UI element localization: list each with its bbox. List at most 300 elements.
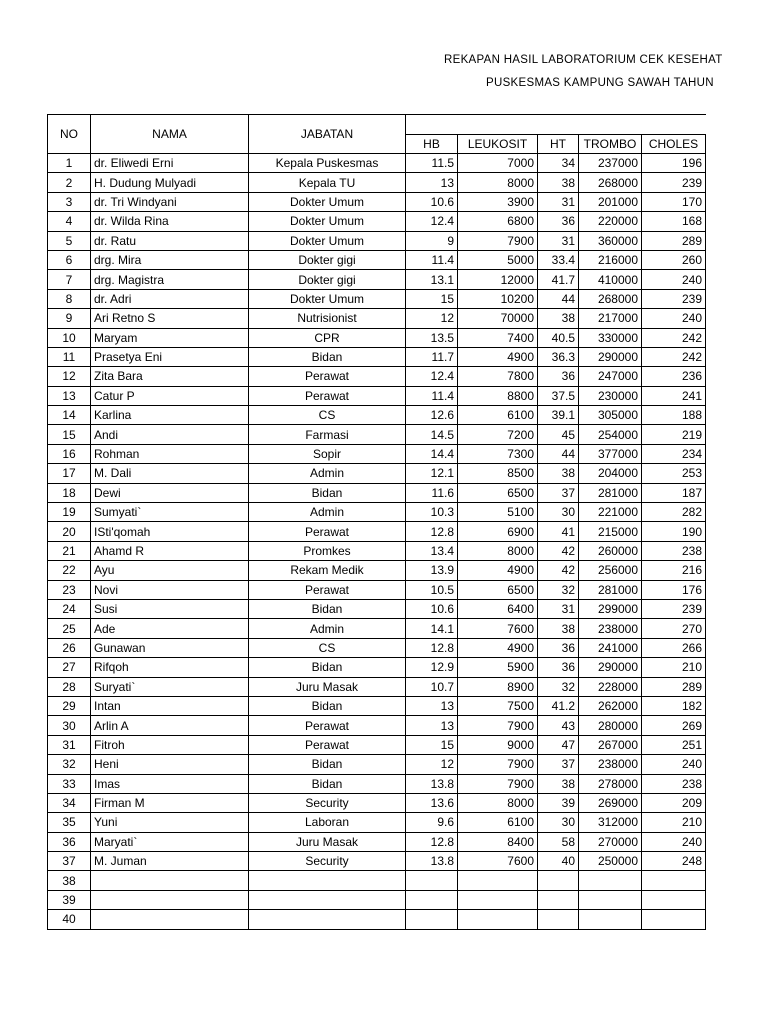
row-jabatan-cell: Promkes [249, 541, 406, 560]
row-ht-cell: 37.5 [538, 386, 579, 405]
row-jabatan-cell: Dokter gigi [249, 270, 406, 289]
row-choles-cell: 236 [642, 367, 706, 386]
row-no-cell: 36 [48, 832, 91, 851]
row-jabatan-cell: Dokter Umum [249, 212, 406, 231]
row-nama-cell: drg. Mira [91, 250, 249, 269]
row-no-cell: 39 [48, 890, 91, 909]
row-jabatan-cell: Perawat [249, 367, 406, 386]
row-jabatan-cell: Perawat [249, 386, 406, 405]
row-trombo-cell: 238000 [579, 619, 642, 638]
row-leukosit-cell: 8000 [458, 541, 538, 560]
row-choles-cell: 216 [642, 561, 706, 580]
row-jabatan-cell: Perawat [249, 716, 406, 735]
table-row [48, 406, 706, 425]
table-row [48, 755, 706, 774]
row-leukosit-cell: 3900 [458, 192, 538, 211]
row-nama-cell: Arlin A [91, 716, 249, 735]
row-no-cell: 4 [48, 212, 91, 231]
row-ht-cell: 34 [538, 154, 579, 173]
row-nama-cell: Prasetya Eni [91, 347, 249, 366]
row-jabatan-cell: Bidan [249, 774, 406, 793]
row-choles-cell: 266 [642, 638, 706, 657]
table-row [48, 347, 706, 366]
row-jabatan-cell: Admin [249, 464, 406, 483]
row-ht-cell [538, 910, 579, 929]
row-choles-cell: 253 [642, 464, 706, 483]
row-jabatan-cell: Rekam Medik [249, 561, 406, 580]
row-hb-cell: 13.1 [406, 270, 458, 289]
row-choles-cell: 238 [642, 774, 706, 793]
row-choles-cell: 241 [642, 386, 706, 405]
row-nama-cell: Zita Bara [91, 367, 249, 386]
row-jabatan-cell [249, 910, 406, 929]
row-choles-cell: 248 [642, 852, 706, 871]
row-jabatan-cell: Perawat [249, 735, 406, 754]
row-leukosit-cell: 6100 [458, 406, 538, 425]
table-row [48, 541, 706, 560]
row-ht-cell: 37 [538, 755, 579, 774]
row-ht-cell: 32 [538, 677, 579, 696]
row-nama-cell: Andi [91, 425, 249, 444]
row-hb-cell: 13.5 [406, 328, 458, 347]
row-leukosit-cell [458, 890, 538, 909]
row-trombo-cell: 290000 [579, 347, 642, 366]
row-choles-cell [642, 890, 706, 909]
row-jabatan-cell: CPR [249, 328, 406, 347]
row-trombo-cell: 204000 [579, 464, 642, 483]
row-hb-cell: 12.4 [406, 367, 458, 386]
row-choles-cell [642, 871, 706, 890]
row-leukosit-cell [458, 871, 538, 890]
row-leukosit-cell: 5900 [458, 658, 538, 677]
row-leukosit-cell: 7900 [458, 774, 538, 793]
table-row [48, 832, 706, 851]
table-row [48, 852, 706, 871]
row-trombo-cell: 262000 [579, 696, 642, 715]
row-jabatan-cell: CS [249, 406, 406, 425]
row-hb-cell: 12 [406, 755, 458, 774]
row-leukosit-cell: 10200 [458, 289, 538, 308]
table-row [48, 638, 706, 657]
row-no-cell: 2 [48, 173, 91, 192]
row-no-cell: 12 [48, 367, 91, 386]
table-row [48, 483, 706, 502]
row-hb-cell: 10.7 [406, 677, 458, 696]
row-no-cell: 14 [48, 406, 91, 425]
table-row [48, 309, 706, 328]
table-row [48, 231, 706, 250]
row-ht-cell: 36 [538, 367, 579, 386]
row-leukosit-cell: 4900 [458, 347, 538, 366]
row-hb-cell: 9.6 [406, 813, 458, 832]
row-trombo-cell: 215000 [579, 522, 642, 541]
table-row [48, 444, 706, 463]
row-hb-cell: 13 [406, 696, 458, 715]
row-hb-cell: 14.4 [406, 444, 458, 463]
row-choles-cell: 242 [642, 328, 706, 347]
row-trombo-cell: 241000 [579, 638, 642, 657]
row-choles-cell: 182 [642, 696, 706, 715]
row-no-cell: 24 [48, 599, 91, 618]
row-trombo-cell: 305000 [579, 406, 642, 425]
table-row [48, 580, 706, 599]
row-leukosit-cell: 6500 [458, 483, 538, 502]
row-jabatan-cell: Dokter Umum [249, 231, 406, 250]
row-leukosit-cell: 6100 [458, 813, 538, 832]
row-ht-cell: 32 [538, 580, 579, 599]
row-hb-cell: 13.8 [406, 852, 458, 871]
row-no-cell: 7 [48, 270, 91, 289]
row-nama-cell: Novi [91, 580, 249, 599]
row-nama-cell: Gunawan [91, 638, 249, 657]
header-hb: HB [406, 134, 458, 154]
row-choles-cell [642, 910, 706, 929]
row-trombo-cell: 270000 [579, 832, 642, 851]
row-no-cell: 35 [48, 813, 91, 832]
row-leukosit-cell: 8800 [458, 386, 538, 405]
row-no-cell: 27 [48, 658, 91, 677]
row-leukosit-cell: 7900 [458, 755, 538, 774]
row-jabatan-cell: Bidan [249, 347, 406, 366]
row-hb-cell: 13.4 [406, 541, 458, 560]
table-row [48, 793, 706, 812]
row-jabatan-cell: Security [249, 793, 406, 812]
row-trombo-cell: 221000 [579, 503, 642, 522]
table-row [48, 173, 706, 192]
table-row [48, 599, 706, 618]
row-trombo-cell: 228000 [579, 677, 642, 696]
row-hb-cell: 11.5 [406, 154, 458, 173]
row-leukosit-cell [458, 910, 538, 929]
table-row [48, 270, 706, 289]
row-nama-cell: Karlina [91, 406, 249, 425]
row-no-cell: 29 [48, 696, 91, 715]
table-body [48, 154, 706, 930]
row-no-cell: 6 [48, 250, 91, 269]
row-jabatan-cell: Bidan [249, 696, 406, 715]
row-trombo-cell [579, 871, 642, 890]
row-ht-cell [538, 871, 579, 890]
row-trombo-cell: 281000 [579, 483, 642, 502]
row-jabatan-cell: Nutrisionist [249, 309, 406, 328]
row-choles-cell: 251 [642, 735, 706, 754]
row-jabatan-cell: Dokter Umum [249, 192, 406, 211]
row-trombo-cell: 250000 [579, 852, 642, 871]
row-choles-cell: 242 [642, 347, 706, 366]
row-no-cell: 32 [48, 755, 91, 774]
row-nama-cell: Dewi [91, 483, 249, 502]
table-row [48, 561, 706, 580]
row-hb-cell: 13 [406, 716, 458, 735]
row-hb-cell: 14.1 [406, 619, 458, 638]
row-trombo-cell: 312000 [579, 813, 642, 832]
row-leukosit-cell: 4900 [458, 561, 538, 580]
row-ht-cell: 58 [538, 832, 579, 851]
row-choles-cell: 239 [642, 289, 706, 308]
row-jabatan-cell: CS [249, 638, 406, 657]
row-no-cell: 22 [48, 561, 91, 580]
row-no-cell: 13 [48, 386, 91, 405]
row-leukosit-cell: 7800 [458, 367, 538, 386]
row-choles-cell: 239 [642, 173, 706, 192]
row-ht-cell: 39 [538, 793, 579, 812]
table-row [48, 464, 706, 483]
table-row [48, 910, 706, 929]
row-hb-cell: 13.8 [406, 774, 458, 793]
row-jabatan-cell: Bidan [249, 599, 406, 618]
row-no-cell: 40 [48, 910, 91, 929]
row-jabatan-cell: Kepala TU [249, 173, 406, 192]
row-choles-cell: 240 [642, 270, 706, 289]
row-choles-cell: 260 [642, 250, 706, 269]
row-ht-cell: 36 [538, 658, 579, 677]
row-nama-cell: Maryati` [91, 832, 249, 851]
row-hb-cell: 11.4 [406, 386, 458, 405]
row-hb-cell: 11.6 [406, 483, 458, 502]
row-no-cell: 33 [48, 774, 91, 793]
row-hb-cell: 15 [406, 735, 458, 754]
row-leukosit-cell: 7600 [458, 852, 538, 871]
row-nama-cell: Rohman [91, 444, 249, 463]
row-trombo-cell: 267000 [579, 735, 642, 754]
row-leukosit-cell: 7300 [458, 444, 538, 463]
row-no-cell: 31 [48, 735, 91, 754]
row-leukosit-cell: 6500 [458, 580, 538, 599]
row-jabatan-cell: Dokter Umum [249, 289, 406, 308]
row-choles-cell: 234 [642, 444, 706, 463]
row-jabatan-cell: Bidan [249, 483, 406, 502]
row-nama-cell: dr. Wilda Rina [91, 212, 249, 231]
row-leukosit-cell: 7000 [458, 154, 538, 173]
row-choles-cell: 170 [642, 192, 706, 211]
table-row [48, 289, 706, 308]
row-no-cell: 8 [48, 289, 91, 308]
row-choles-cell: 176 [642, 580, 706, 599]
row-ht-cell: 40.5 [538, 328, 579, 347]
row-trombo-cell: 201000 [579, 192, 642, 211]
row-nama-cell: Rifqoh [91, 658, 249, 677]
header-lab-group [406, 115, 706, 135]
table-row [48, 367, 706, 386]
row-ht-cell: 38 [538, 619, 579, 638]
row-nama-cell: ISti'qomah [91, 522, 249, 541]
row-jabatan-cell: Perawat [249, 580, 406, 599]
row-nama-cell: Ari Retno S [91, 309, 249, 328]
row-nama-cell: Maryam [91, 328, 249, 347]
row-ht-cell: 38 [538, 774, 579, 793]
row-trombo-cell [579, 890, 642, 909]
row-nama-cell: Sumyati` [91, 503, 249, 522]
row-ht-cell: 41 [538, 522, 579, 541]
row-hb-cell: 10.5 [406, 580, 458, 599]
row-trombo-cell: 216000 [579, 250, 642, 269]
row-leukosit-cell: 7600 [458, 619, 538, 638]
row-choles-cell: 209 [642, 793, 706, 812]
row-nama-cell: Suryati` [91, 677, 249, 696]
row-choles-cell: 289 [642, 677, 706, 696]
row-no-cell: 11 [48, 347, 91, 366]
row-trombo-cell: 269000 [579, 793, 642, 812]
row-nama-cell: dr. Adri [91, 289, 249, 308]
row-choles-cell: 210 [642, 658, 706, 677]
row-nama-cell [91, 890, 249, 909]
row-nama-cell: Catur P [91, 386, 249, 405]
table-row [48, 813, 706, 832]
row-nama-cell: Yuni [91, 813, 249, 832]
row-leukosit-cell: 7900 [458, 716, 538, 735]
row-leukosit-cell: 7500 [458, 696, 538, 715]
row-choles-cell: 270 [642, 619, 706, 638]
row-hb-cell: 11.4 [406, 250, 458, 269]
row-nama-cell: dr. Tri Windyani [91, 192, 249, 211]
row-nama-cell: Heni [91, 755, 249, 774]
row-hb-cell: 10.3 [406, 503, 458, 522]
table-row [48, 735, 706, 754]
row-hb-cell: 12.9 [406, 658, 458, 677]
row-leukosit-cell: 4900 [458, 638, 538, 657]
row-choles-cell: 196 [642, 154, 706, 173]
row-leukosit-cell: 5100 [458, 503, 538, 522]
row-leukosit-cell: 8400 [458, 832, 538, 851]
row-jabatan-cell [249, 890, 406, 909]
row-ht-cell: 42 [538, 561, 579, 580]
row-trombo-cell: 360000 [579, 231, 642, 250]
row-hb-cell: 13.9 [406, 561, 458, 580]
row-no-cell: 37 [48, 852, 91, 871]
row-nama-cell: Susi [91, 599, 249, 618]
row-ht-cell: 41.2 [538, 696, 579, 715]
row-choles-cell: 187 [642, 483, 706, 502]
table-row [48, 522, 706, 541]
row-hb-cell: 11.7 [406, 347, 458, 366]
header-no: NO [48, 115, 91, 154]
row-hb-cell: 10.6 [406, 192, 458, 211]
row-nama-cell: Intan [91, 696, 249, 715]
row-ht-cell: 36 [538, 212, 579, 231]
row-leukosit-cell: 8000 [458, 173, 538, 192]
report-title: REKAPAN HASIL LABORATORIUM CEK KESEHAT [444, 54, 723, 66]
row-ht-cell: 47 [538, 735, 579, 754]
row-nama-cell: M. Dali [91, 464, 249, 483]
table-row [48, 154, 706, 173]
row-trombo-cell: 254000 [579, 425, 642, 444]
row-jabatan-cell: Kepala Puskesmas [249, 154, 406, 173]
row-choles-cell: 282 [642, 503, 706, 522]
row-ht-cell: 31 [538, 192, 579, 211]
row-leukosit-cell: 9000 [458, 735, 538, 754]
row-nama-cell: Fitroh [91, 735, 249, 754]
row-jabatan-cell: Admin [249, 503, 406, 522]
row-nama-cell: M. Juman [91, 852, 249, 871]
row-no-cell: 34 [48, 793, 91, 812]
table-row [48, 386, 706, 405]
row-ht-cell: 30 [538, 503, 579, 522]
row-ht-cell: 39.1 [538, 406, 579, 425]
row-no-cell: 15 [48, 425, 91, 444]
table-row [48, 774, 706, 793]
row-leukosit-cell: 7900 [458, 231, 538, 250]
header-leukosit: LEUKOSIT [458, 134, 538, 154]
row-trombo-cell: 260000 [579, 541, 642, 560]
row-nama-cell: Imas [91, 774, 249, 793]
row-nama-cell: Ahamd R [91, 541, 249, 560]
row-jabatan-cell: Dokter gigi [249, 250, 406, 269]
row-leukosit-cell: 8000 [458, 793, 538, 812]
row-ht-cell: 31 [538, 599, 579, 618]
row-trombo-cell [579, 910, 642, 929]
row-hb-cell: 15 [406, 289, 458, 308]
row-ht-cell: 37 [538, 483, 579, 502]
row-no-cell: 21 [48, 541, 91, 560]
row-trombo-cell: 268000 [579, 289, 642, 308]
row-leukosit-cell: 7200 [458, 425, 538, 444]
row-choles-cell: 240 [642, 309, 706, 328]
row-trombo-cell: 238000 [579, 755, 642, 774]
row-choles-cell: 240 [642, 755, 706, 774]
row-ht-cell: 33.4 [538, 250, 579, 269]
row-hb-cell [406, 871, 458, 890]
table-row [48, 871, 706, 890]
row-no-cell: 18 [48, 483, 91, 502]
row-no-cell: 19 [48, 503, 91, 522]
row-leukosit-cell: 6400 [458, 599, 538, 618]
row-no-cell: 9 [48, 309, 91, 328]
row-choles-cell: 269 [642, 716, 706, 735]
row-ht-cell: 38 [538, 173, 579, 192]
row-jabatan-cell: Bidan [249, 658, 406, 677]
row-nama-cell [91, 871, 249, 890]
row-hb-cell: 12.8 [406, 638, 458, 657]
row-ht-cell: 40 [538, 852, 579, 871]
row-ht-cell: 44 [538, 289, 579, 308]
row-no-cell: 16 [48, 444, 91, 463]
row-nama-cell [91, 910, 249, 929]
row-hb-cell: 12.8 [406, 832, 458, 851]
row-ht-cell [538, 890, 579, 909]
row-leukosit-cell: 6900 [458, 522, 538, 541]
table-row [48, 192, 706, 211]
row-choles-cell: 240 [642, 832, 706, 851]
row-jabatan-cell: Laboran [249, 813, 406, 832]
row-no-cell: 17 [48, 464, 91, 483]
row-hb-cell: 12.8 [406, 522, 458, 541]
row-choles-cell: 238 [642, 541, 706, 560]
table-row [48, 890, 706, 909]
row-trombo-cell: 237000 [579, 154, 642, 173]
row-trombo-cell: 217000 [579, 309, 642, 328]
row-leukosit-cell: 8500 [458, 464, 538, 483]
header-ht: HT [538, 134, 579, 154]
row-jabatan-cell: Perawat [249, 522, 406, 541]
row-choles-cell: 289 [642, 231, 706, 250]
row-leukosit-cell: 6800 [458, 212, 538, 231]
header-nama: NAMA [91, 115, 249, 154]
row-trombo-cell: 330000 [579, 328, 642, 347]
row-trombo-cell: 280000 [579, 716, 642, 735]
row-hb-cell: 13.6 [406, 793, 458, 812]
row-no-cell: 26 [48, 638, 91, 657]
row-nama-cell: Firman M [91, 793, 249, 812]
row-no-cell: 28 [48, 677, 91, 696]
row-trombo-cell: 281000 [579, 580, 642, 599]
row-choles-cell: 210 [642, 813, 706, 832]
row-nama-cell: H. Dudung Mulyadi [91, 173, 249, 192]
row-ht-cell: 38 [538, 309, 579, 328]
row-no-cell: 3 [48, 192, 91, 211]
row-no-cell: 23 [48, 580, 91, 599]
row-jabatan-cell: Sopir [249, 444, 406, 463]
row-ht-cell: 45 [538, 425, 579, 444]
